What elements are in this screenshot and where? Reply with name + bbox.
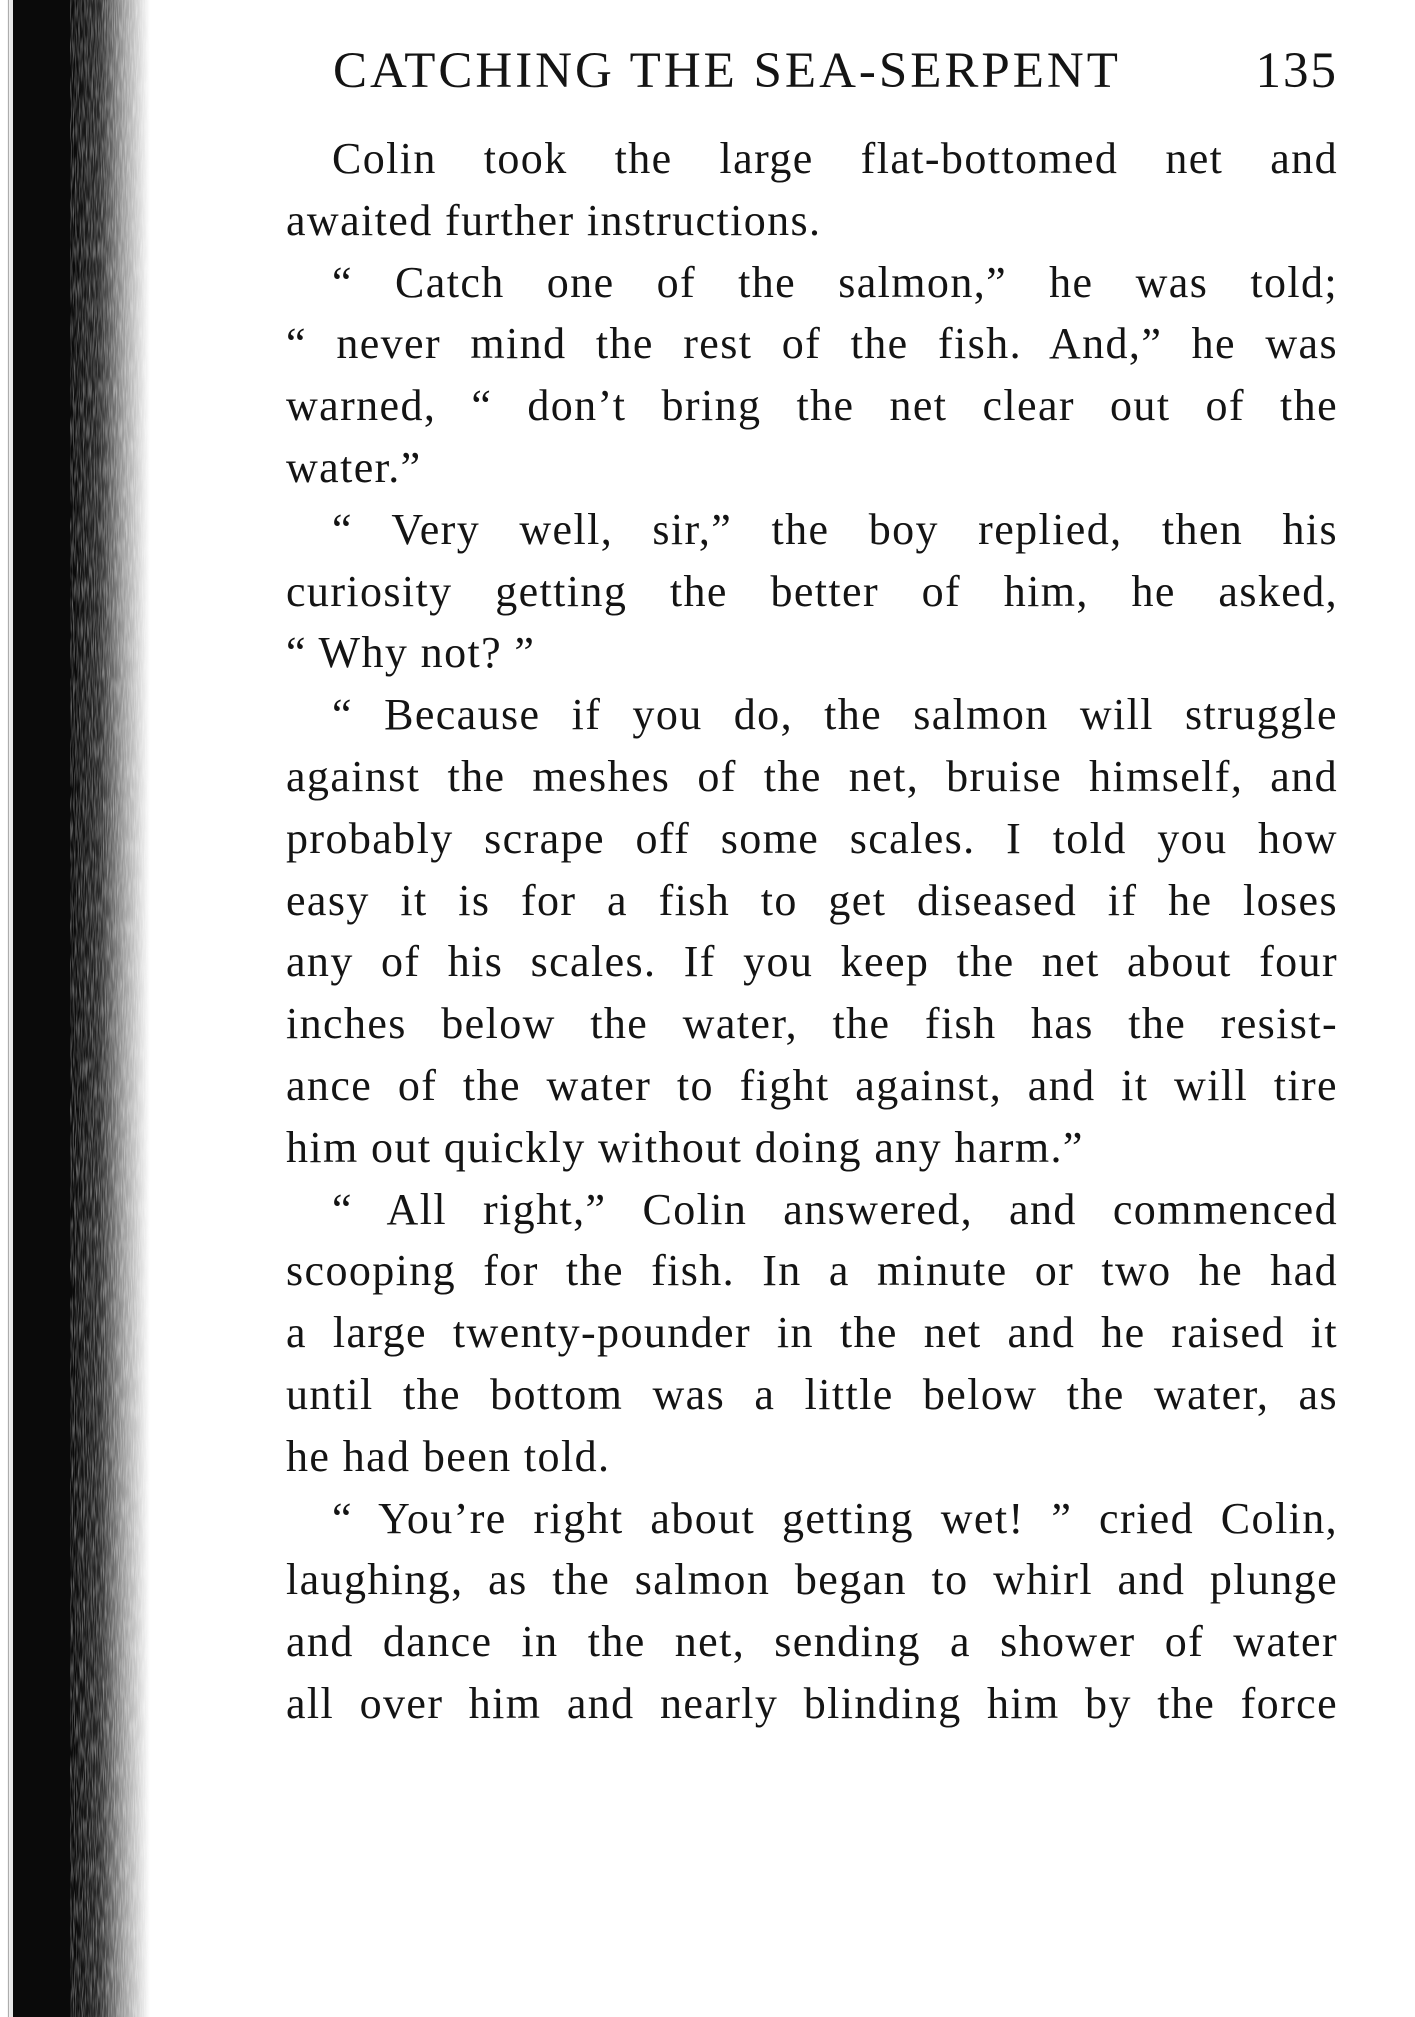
running-title: CATCHING THE SEA-SERPENT [333,43,1121,99]
page-body-text [286,128,1338,1735]
page-number: 135 [1255,43,1338,99]
binding-shadow-graphic [0,0,150,2017]
running-head [333,36,1338,106]
text-line: easy it is for a fish to get diseased if he loses [286,875,1338,925]
text-line: and dance in the net, sending a shower of water [286,1617,1338,1667]
text-line: “ You’re right about getting wet! ” cried Colin, [332,1493,1338,1543]
text-line: ance of the water to fight against, and it will tire [286,1060,1338,1110]
text-line: him out quickly without doing any harm.” [286,1122,1084,1172]
book-binding-edge [0,0,150,2017]
text-line: “ Catch one of the salmon,” he was told; [332,257,1338,307]
text-line: scooping for the fish. In a minute or two he had [286,1246,1338,1296]
text-line: he had been told. [286,1431,611,1481]
text-line: “ All right,” Colin answered, and commenced [332,1184,1338,1234]
text-line: all over him and nearly blinding him by the force [286,1678,1338,1728]
text-line: awaited further instructions. [286,195,822,245]
text-line: against the meshes of the net, bruise himself, and [286,751,1338,801]
text-line: Colin took the large flat-bottomed net and [332,134,1338,183]
text-line: a large twenty-pounder in the net and he raised it [286,1308,1338,1358]
text-line: “ never mind the rest of the fish. And,” he was [286,319,1338,369]
text-line: “ Why not? ” [286,628,536,678]
text-line: curiosity getting the better of him, he asked, [286,566,1338,616]
text-line: water.” [286,442,422,492]
text-line: any of his scales. If you keep the net about four [286,937,1338,987]
text-line: “ Because if you do, the salmon will struggle [332,690,1338,740]
text-line: probably scrape off some scales. I told you how [286,813,1338,863]
text-line: inches below the water, the fish has the resist- [286,999,1338,1049]
text-line: warned, “ don’t bring the net clear out of the [286,381,1338,431]
text-line: “ Very well, sir,” the boy replied, then his [332,504,1338,554]
text-line: laughing, as the salmon began to whirl and plunge [286,1555,1338,1605]
text-line: until the bottom was a little below the water, as [286,1369,1338,1419]
